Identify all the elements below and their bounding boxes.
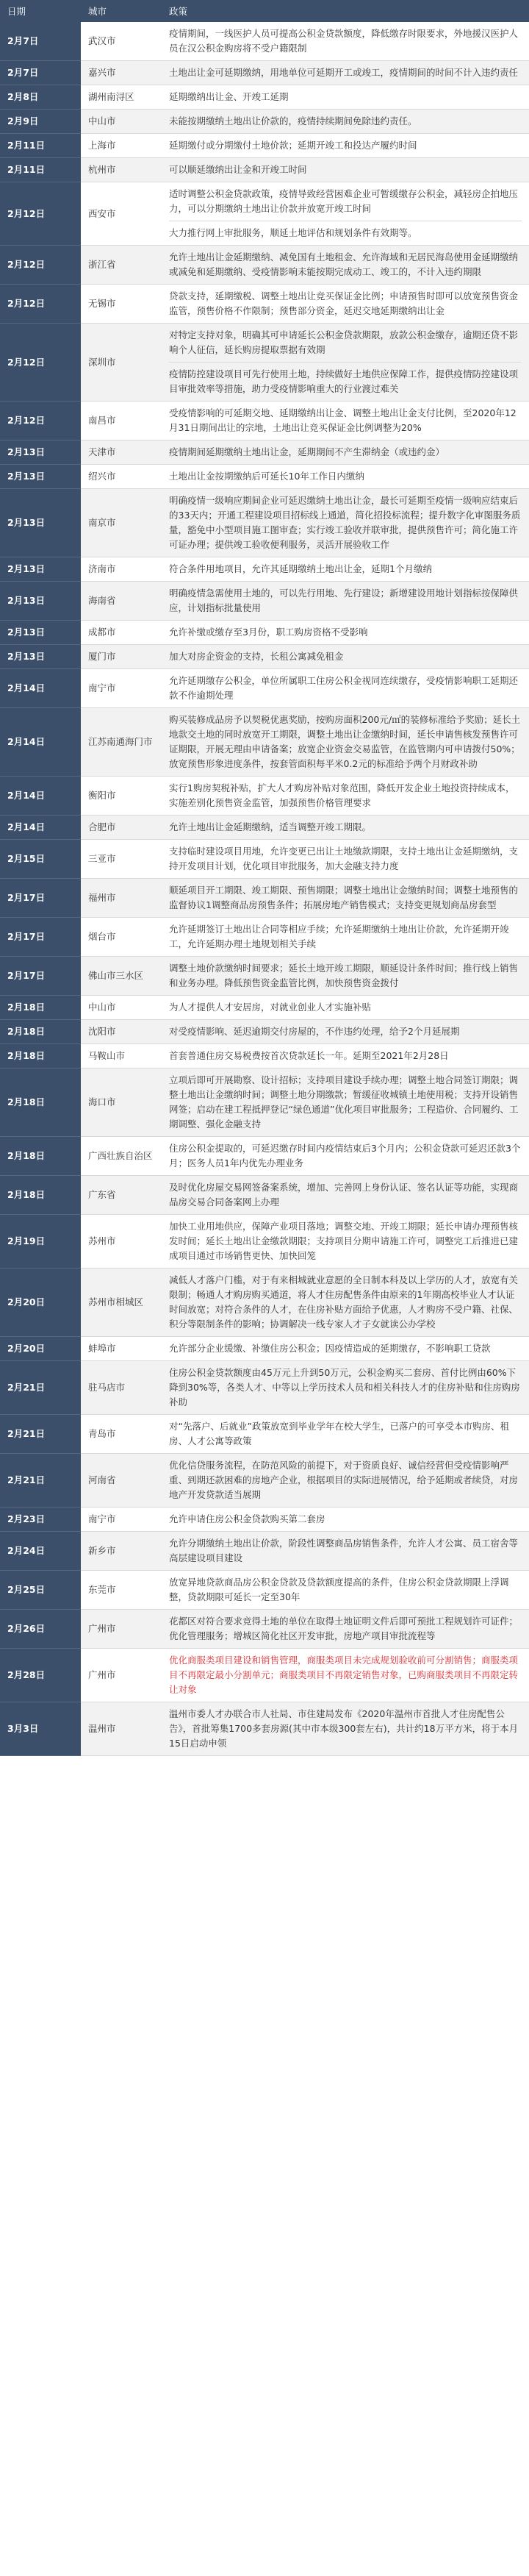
city-cell: 三亚市 bbox=[81, 840, 162, 879]
policy-cell bbox=[162, 440, 529, 465]
table-row bbox=[0, 158, 529, 182]
policy-cell bbox=[162, 582, 529, 621]
header-city: 城市 bbox=[81, 0, 162, 22]
table-row bbox=[0, 85, 529, 110]
policy-text: 为人才提供人才安居房，对就业创业人才实施补贴 bbox=[169, 1002, 372, 1013]
table-row bbox=[0, 489, 529, 557]
table-row bbox=[0, 1508, 529, 1532]
table-row bbox=[0, 621, 529, 645]
table-row bbox=[0, 440, 529, 465]
date-cell: 2月18日 bbox=[0, 1044, 81, 1068]
policy-text: 疫情期间，一线医护人员可提高公积金贷款额度，降低缴存时限要求，外地援汉医护人员在汉公积金购房将不受户籍限制 bbox=[169, 28, 519, 54]
policy-text: 疫情防控建设项目可先行使用土地，持续做好土地供应保障工作，提供疫情防控建设项目审批效率等措施，助力受疫情影响重大的行业渡过难关 bbox=[169, 362, 522, 396]
policy-cell bbox=[162, 816, 529, 840]
city-cell: 马鞍山市 bbox=[81, 1044, 162, 1068]
table-row bbox=[0, 1137, 529, 1176]
table-row bbox=[0, 879, 529, 918]
date-cell: 2月7日 bbox=[0, 61, 81, 85]
date-cell: 2月18日 bbox=[0, 1176, 81, 1215]
date-cell: 2月20日 bbox=[0, 1269, 81, 1337]
date-cell: 2月17日 bbox=[0, 918, 81, 957]
policy-text: 可以顺延缴纳出让金和开竣工时间 bbox=[169, 164, 307, 175]
table-row bbox=[0, 1215, 529, 1269]
city-cell: 浙江省 bbox=[81, 246, 162, 285]
date-cell: 2月13日 bbox=[0, 440, 81, 465]
policy-cell bbox=[162, 134, 529, 158]
table-row bbox=[0, 402, 529, 440]
policy-cell bbox=[162, 1176, 529, 1215]
date-cell: 2月12日 bbox=[0, 324, 81, 402]
policy-cell bbox=[162, 246, 529, 285]
policy-text: 优化商服类项目建设和销售管理，商服类项目未完成规划验收前可分割销售；商服类项目不再限定最小分割单元；商服类项目不再限定销售对象，已购商服类项目不再限定转让对象 bbox=[169, 1655, 519, 1695]
city-cell: 苏州市相城区 bbox=[81, 1269, 162, 1337]
policy-text: 允许延期缴存公积金，单位所属职工住房公积金视同连续缴存，受疫情影响职工延期还款不作逾期处理 bbox=[169, 675, 519, 701]
policy-text: 温州市委人才办联合市人社局、市住建局发布《2020年温州市首批人才住房配售公告》，首批筹集1700多套房源(其中市本级300套左右)，共计约18万平方米，将于本月15日启动申领 bbox=[169, 1708, 519, 1749]
date-cell: 2月24日 bbox=[0, 1532, 81, 1571]
date-cell: 2月12日 bbox=[0, 246, 81, 285]
policy-cell bbox=[162, 1068, 529, 1137]
policy-cell bbox=[162, 1415, 529, 1454]
city-cell: 绍兴市 bbox=[81, 465, 162, 489]
table-row bbox=[0, 1269, 529, 1337]
city-cell: 湖州南浔区 bbox=[81, 85, 162, 110]
policy-cell bbox=[162, 840, 529, 879]
table-row bbox=[0, 1176, 529, 1215]
city-cell: 苏州市 bbox=[81, 1215, 162, 1269]
date-cell: 2月11日 bbox=[0, 134, 81, 158]
city-cell: 南宁市 bbox=[81, 1508, 162, 1532]
date-cell: 2月9日 bbox=[0, 110, 81, 134]
table-row bbox=[0, 840, 529, 879]
policy-text: 明确疫情一级响应期间企业可延迟缴纳土地出让金，最长可延期至疫情一级响应结束后的33天内；开通工程建设项目招标线上通道，简化招投标流程；提升数字化审图服务质量，豁免中小型项目施工图审查；实行竣工验收并联审批，提供预售许可；简化施工许可证办理；提供竣工验收便利服务，灵活开展验收工作 bbox=[169, 495, 521, 550]
city-cell: 温州市 bbox=[81, 1702, 162, 1756]
date-cell: 2月15日 bbox=[0, 840, 81, 879]
policy-text: 花都区对符合要求竞得土地的单位在取得土地证明文件后即可预批工程规划许可证件；优化管理服务；增城区简化社区开发审批，房地产项目审批流程等 bbox=[169, 1616, 519, 1641]
city-cell: 西安市 bbox=[81, 182, 162, 246]
date-cell: 2月12日 bbox=[0, 182, 81, 246]
date-cell: 2月11日 bbox=[0, 158, 81, 182]
city-cell: 南京市 bbox=[81, 489, 162, 557]
city-cell: 武汉市 bbox=[81, 22, 162, 61]
city-cell: 无锡市 bbox=[81, 285, 162, 324]
table-row bbox=[0, 1571, 529, 1610]
policy-text: 对受疫情影响、延迟逾期交付房屋的，不作违约处理，给予2个月延展期 bbox=[169, 1026, 460, 1037]
policy-cell bbox=[162, 61, 529, 85]
policy-cell bbox=[162, 557, 529, 582]
city-cell: 中山市 bbox=[81, 110, 162, 134]
date-cell: 3月3日 bbox=[0, 1702, 81, 1756]
city-cell: 厦门市 bbox=[81, 645, 162, 669]
policy-cell bbox=[162, 285, 529, 324]
header-policy: 政策 bbox=[162, 0, 529, 22]
table-row bbox=[0, 708, 529, 777]
date-cell: 2月13日 bbox=[0, 621, 81, 645]
table-row bbox=[0, 1337, 529, 1361]
date-cell: 2月13日 bbox=[0, 489, 81, 557]
policy-cell bbox=[162, 489, 529, 557]
table-row bbox=[0, 645, 529, 669]
city-cell: 河南省 bbox=[81, 1454, 162, 1508]
policy-text: 允许土地出让金延期缴纳、减免国有土地租金、允许海域和无居民海岛使用金延期缴纳或减免和延期缴纳、受疫情影响未能按期完成动工、竣工的，不计入违约期限 bbox=[169, 251, 519, 277]
policy-text: 允许补缴或缴存至3月份，职工购房资格不受影响 bbox=[169, 627, 368, 638]
date-cell: 2月8日 bbox=[0, 85, 81, 110]
city-cell: 海南省 bbox=[81, 582, 162, 621]
table-row bbox=[0, 957, 529, 996]
date-cell: 2月12日 bbox=[0, 285, 81, 324]
table-row bbox=[0, 1044, 529, 1068]
policy-cell bbox=[162, 1571, 529, 1610]
policy-cell bbox=[162, 465, 529, 489]
policy-cell bbox=[162, 1532, 529, 1571]
city-cell: 南昌市 bbox=[81, 402, 162, 440]
policy-cell bbox=[162, 1044, 529, 1068]
date-cell: 2月21日 bbox=[0, 1361, 81, 1415]
policy-text: 住房公积金贷款额度由45万元上升到50万元，公积金购买二套房、首付比例由60%下降到30%等，各类人才、中等以上学历技术人员和相关科技人才的住房补贴和住房购房补助 bbox=[169, 1367, 520, 1407]
date-cell: 2月19日 bbox=[0, 1215, 81, 1269]
table-row bbox=[0, 1532, 529, 1571]
city-cell: 蚌埠市 bbox=[81, 1337, 162, 1361]
table-row bbox=[0, 246, 529, 285]
city-cell: 驻马店市 bbox=[81, 1361, 162, 1415]
policy-cell bbox=[162, 1215, 529, 1269]
policy-cell bbox=[162, 85, 529, 110]
policy-text: 加大对房企资金的支持，长租公寓减免租金 bbox=[169, 651, 344, 662]
policy-cell bbox=[162, 324, 529, 402]
policy-text: 减低人才落户门槛，对于有来相城就业意愿的全日制本科及以上学历的人才，放宽有关限制；畅通人才购房购买通道，将人才住房配售条件由原来的1年期高校毕业人才认证时间放宽；对符合条件的人才，在住房补贴方面给予优惠，人才购房不受户籍、社保、积分等限制条件的影响；协调解决一线专家人才子女就读公办学校 bbox=[169, 1274, 519, 1330]
policy-text: 大力推行网上审批服务，顺延土地评估和规划条件有效期等。 bbox=[169, 221, 522, 240]
table-row bbox=[0, 1702, 529, 1756]
date-cell: 2月17日 bbox=[0, 879, 81, 918]
policy-cell bbox=[162, 777, 529, 816]
table-row bbox=[0, 996, 529, 1020]
city-cell: 上海市 bbox=[81, 134, 162, 158]
policy-text: 顺延项目开工期限、竣工期限、预售期限；调整土地出让金缴纳时间；调整土地预售的监督协议1调整商品房预售条件；拓展房地产销售模式；支持变更规划商品房套型 bbox=[169, 885, 519, 910]
table-row bbox=[0, 110, 529, 134]
table-row bbox=[0, 1361, 529, 1415]
policy-cell bbox=[162, 110, 529, 134]
date-cell: 2月17日 bbox=[0, 957, 81, 996]
city-cell: 新乡市 bbox=[81, 1532, 162, 1571]
date-cell: 2月14日 bbox=[0, 777, 81, 816]
policy-text: 及时优化房屋交易网签备案系统，增加、完善网上身份认证、签名认证等功能，实现商品房交易合同备案网上办理 bbox=[169, 1182, 519, 1207]
policy-text: 允许延期签订土地出让合同等相应手续；允许延期缴纳土地出让价款，允许延期开竣工，允许延期办理土地规划相关手续 bbox=[169, 924, 509, 949]
city-cell: 广西壮族自治区 bbox=[81, 1137, 162, 1176]
table-row bbox=[0, 22, 529, 61]
policy-text: 延期缴纳出让金、开竣工延期 bbox=[169, 91, 289, 102]
date-cell: 2月12日 bbox=[0, 402, 81, 440]
table-row bbox=[0, 1415, 529, 1454]
date-cell: 2月18日 bbox=[0, 1068, 81, 1137]
date-cell: 2月21日 bbox=[0, 1454, 81, 1508]
city-cell: 海口市 bbox=[81, 1068, 162, 1137]
policy-cell bbox=[162, 957, 529, 996]
policy-cell bbox=[162, 1020, 529, 1044]
policy-text: 明确疫情急需使用土地的，可以先行用地、先行建设；新增建设用地计划指标按保障供应，计划指标批量使用 bbox=[169, 588, 519, 613]
date-cell: 2月7日 bbox=[0, 22, 81, 61]
policy-text: 延期缴付或分期缴付土地价款；延期开竣工和投达产履约时间 bbox=[169, 140, 417, 151]
policy-text: 实行1购房契税补贴，扩大人才购房补贴对象范围，降低开发企业土地投资持续成本，实施差别化预售资金监管，加强预售价格管理要求 bbox=[169, 782, 515, 808]
table-row bbox=[0, 777, 529, 816]
date-cell: 2月13日 bbox=[0, 582, 81, 621]
policy-text: 住房公积金提取的，可延迟缴存时间内疫情结束后3个月内；公积金贷款可延迟还款3个月；医务人员1年内优先办理业务 bbox=[169, 1143, 521, 1169]
city-cell: 深圳市 bbox=[81, 324, 162, 402]
policy-cell bbox=[162, 996, 529, 1020]
city-cell: 嘉兴市 bbox=[81, 61, 162, 85]
policy-cell bbox=[162, 1361, 529, 1415]
city-cell: 济南市 bbox=[81, 557, 162, 582]
city-cell: 江苏南通海门市 bbox=[81, 708, 162, 777]
table-row bbox=[0, 324, 529, 402]
policy-text: 允许分期缴纳土地出让价款，阶段性调整商品房销售条件，允许人才公寓、员工宿舍等高层建设项目建设 bbox=[169, 1538, 519, 1563]
policy-cell bbox=[162, 158, 529, 182]
date-cell: 2月18日 bbox=[0, 996, 81, 1020]
policy-cell bbox=[162, 1137, 529, 1176]
date-cell: 2月20日 bbox=[0, 1337, 81, 1361]
policy-text: 加快工业用地供应，保障产业项目落地；调整交地、开竣工期限；延长申请办理预售核发时间；延长土地出让金缴款期限；支持项目分期申请施工许可，调整完工后推进已建成项目通过市场销售更快、加快回笼 bbox=[169, 1221, 519, 1261]
policy-cell bbox=[162, 1610, 529, 1649]
policy-text: 允许土地出让金延期缴纳，适当调整开竣工期限。 bbox=[169, 821, 372, 832]
city-cell: 合肥市 bbox=[81, 816, 162, 840]
policy-text: 允许部分企业缓缴、补缴住房公积金；因疫情造成的延期缴存，不影响职工贷款 bbox=[169, 1343, 491, 1354]
policy-text: 符合条件用地项目，允许其延期缴纳土地出让金，延期1个月缴纳 bbox=[169, 563, 432, 574]
policy-text: 对特定支持对象，明确其可申请延长公积金贷款期限，放款公积金缴存，逾期还贷不影响个人征信，延长购房提取票据有效期 bbox=[169, 329, 519, 355]
table-row bbox=[0, 465, 529, 489]
date-cell: 2月13日 bbox=[0, 465, 81, 489]
policy-cell bbox=[162, 22, 529, 61]
policy-text: 立项后即可开展勘察、设计招标；支持项目建设手续办理；调整土地合同签订期限；调整土地出让金缴纳时间；调整土地分期缴款；暂缓征收城镇土地使用税；支持开设销售网签；启动在建工程抵押登记“绿色通道”优化项目审批服务；工程造价、合同履约、工期调整、强化金融支持 bbox=[169, 1074, 519, 1130]
city-cell: 东莞市 bbox=[81, 1571, 162, 1610]
city-cell: 杭州市 bbox=[81, 158, 162, 182]
table-row bbox=[0, 1020, 529, 1044]
city-cell: 广州市 bbox=[81, 1610, 162, 1649]
policy-cell bbox=[162, 402, 529, 440]
policy-cell bbox=[162, 918, 529, 957]
date-cell: 2月14日 bbox=[0, 708, 81, 777]
table-row bbox=[0, 582, 529, 621]
date-cell: 2月14日 bbox=[0, 816, 81, 840]
city-cell: 广州市 bbox=[81, 1649, 162, 1702]
policy-cell bbox=[162, 1269, 529, 1337]
policy-cell bbox=[162, 182, 529, 246]
table-row bbox=[0, 182, 529, 246]
policy-text: 放宽异地贷款商品房公积金贷款及贷款额度提高的条件，住房公积金贷款期限上浮调整，贷款期限可延长一定至30年 bbox=[169, 1577, 509, 1602]
policy-text: 首套普通住房交易税费按首次贷款延长一年。延期至2021年2月28日 bbox=[169, 1050, 449, 1061]
header-row bbox=[0, 0, 529, 22]
date-cell: 2月26日 bbox=[0, 1610, 81, 1649]
table-row bbox=[0, 918, 529, 957]
policy-text: 允许申请住房公积金贷款购买第二套房 bbox=[169, 1513, 325, 1524]
policy-text: 土地出让金可延期缴纳，用地单位可延期开工或竣工，疫情期间的时间不计入违约责任 bbox=[169, 67, 519, 78]
city-cell: 中山市 bbox=[81, 996, 162, 1020]
table-header bbox=[0, 0, 529, 22]
policy-text: 土地出让金按期缴纳后可延长10年工作日内缴纳 bbox=[169, 471, 364, 482]
date-cell: 2月13日 bbox=[0, 557, 81, 582]
date-cell: 2月18日 bbox=[0, 1020, 81, 1044]
policy-text: 优化信贷服务流程，在防范风险的前提下，对于资质良好、诚信经营但受疫情影响严重、到期还款困难的房地产企业，根据项目的实际进展情况，给予延期或者续贷，对房地产开发贷款适当展期 bbox=[169, 1460, 519, 1500]
table-row bbox=[0, 557, 529, 582]
policy-cell bbox=[162, 621, 529, 645]
date-cell: 2月18日 bbox=[0, 1137, 81, 1176]
city-cell: 青岛市 bbox=[81, 1415, 162, 1454]
policy-text: 未能按期缴纳土地出让价款的，疫情持续期间免除违约责任。 bbox=[169, 115, 417, 126]
date-cell: 2月23日 bbox=[0, 1508, 81, 1532]
table-body bbox=[0, 22, 529, 1756]
city-cell: 南宁市 bbox=[81, 669, 162, 708]
city-cell: 成都市 bbox=[81, 621, 162, 645]
city-cell: 沈阳市 bbox=[81, 1020, 162, 1044]
date-cell: 2月25日 bbox=[0, 1571, 81, 1610]
policy-text: 调整土地价款缴纳时间要求；延长土地开竣工期限，顺延设计条件时间；推行线上销售和业务办理。降低预售资金监管比例，加快预售资金拨付 bbox=[169, 963, 519, 988]
table-row bbox=[0, 1649, 529, 1702]
policy-text: 对“先落户、后就业”政策放宽到毕业学年在校大学生，已落户的可享受本市购房、租房、人才公寓等政策 bbox=[169, 1421, 509, 1446]
policy-text: 疫情期间延期缴纳土地出让金，延期期间不产生滞纳金（或违约金） bbox=[169, 446, 445, 457]
table-row bbox=[0, 61, 529, 85]
table-row bbox=[0, 816, 529, 840]
city-cell: 福州市 bbox=[81, 879, 162, 918]
policy-text: 支持临时建设项目用地，允许变更已出让土地缴款期限，支持土地出让金延期缴纳，支持开发项目计划，优化项目审批服务，加大金融支持力度 bbox=[169, 846, 519, 871]
date-cell: 2月28日 bbox=[0, 1649, 81, 1702]
city-cell: 广东省 bbox=[81, 1176, 162, 1215]
date-cell: 2月14日 bbox=[0, 669, 81, 708]
date-cell: 2月13日 bbox=[0, 645, 81, 669]
policy-text: 受疫情影响的可延期交地、延期缴纳出让金、调整土地出让金支付比例，至2020年12月31日期间出让的宗地，土地出让竞买保证金比例调整为20% bbox=[169, 407, 517, 433]
policy-cell bbox=[162, 708, 529, 777]
policy-cell bbox=[162, 879, 529, 918]
policy-cell bbox=[162, 1454, 529, 1508]
policy-cell bbox=[162, 1702, 529, 1756]
city-cell: 佛山市三水区 bbox=[81, 957, 162, 996]
city-cell: 衡阳市 bbox=[81, 777, 162, 816]
city-cell: 天津市 bbox=[81, 440, 162, 465]
policy-text: 贷款支持，延期缴税、调整土地出让竞买保证金比例；申请预售时即可以放宽预售资金监管，预售价格不作限制；预售部分资金，延迟交地延期缴纳出让金 bbox=[169, 290, 519, 316]
policy-cell bbox=[162, 645, 529, 669]
header-date: 日期 bbox=[0, 0, 81, 22]
policy-text: 购买装修成品房予以契税优惠奖励，按购房面积200元/㎡的装修标准给予奖励；延长土地款交土地的同时放宽开工期限，调整土地出让金缴纳时间，延长申请售核发预售许可证期限，开展无理由申请备案；放宽企业资金交易监管，在监管期内可申请拨付50%；放宽预售形象进度条件，按套管面积每平米0.2元的标准给予两个月财政补助 bbox=[169, 714, 521, 769]
policy-cell bbox=[162, 669, 529, 708]
table-row bbox=[0, 134, 529, 158]
policy-text: 适时调整公积金贷款政策，疫情导致经营困难企业可暂缓缴存公积金，减轻房企拍地压力，可以分期缴纳土地出让价款并放宽开竣工时间 bbox=[169, 188, 519, 214]
date-cell: 2月21日 bbox=[0, 1415, 81, 1454]
table-row bbox=[0, 1068, 529, 1137]
table-row bbox=[0, 669, 529, 708]
policy-cell bbox=[162, 1508, 529, 1532]
table-row bbox=[0, 285, 529, 324]
table-row bbox=[0, 1610, 529, 1649]
table-row bbox=[0, 1454, 529, 1508]
city-cell: 烟台市 bbox=[81, 918, 162, 957]
policy-cell bbox=[162, 1337, 529, 1361]
policy-cell bbox=[162, 1649, 529, 1702]
